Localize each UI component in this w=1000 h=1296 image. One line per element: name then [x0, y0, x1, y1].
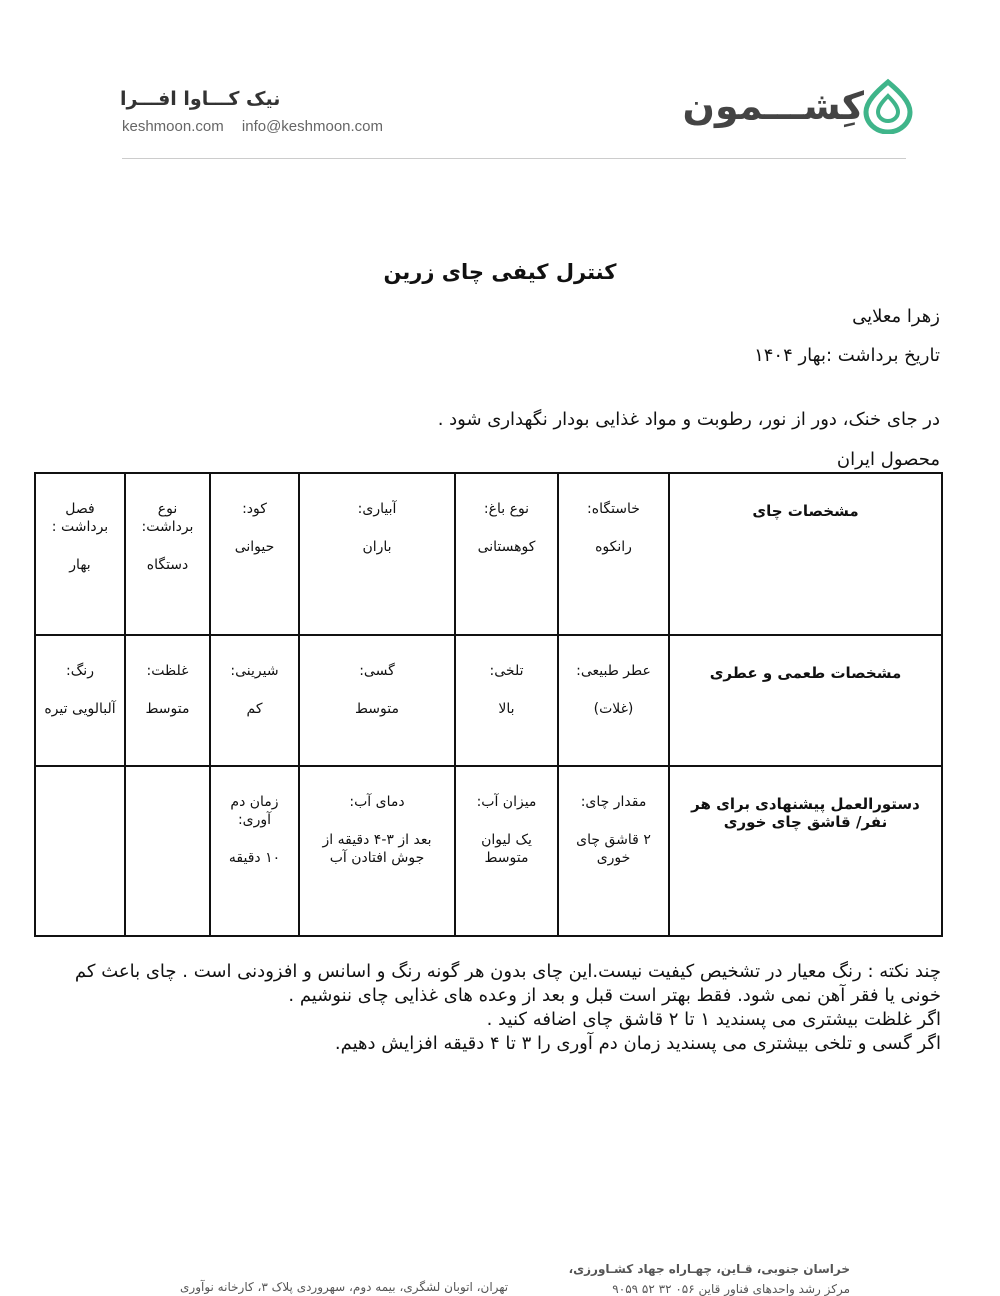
website-link[interactable]: keshmoon.com	[122, 118, 224, 135]
table-cell: آبیاری: باران	[299, 473, 455, 635]
table-cell: نوع برداشت: دستگاه	[125, 473, 210, 635]
table-row-tea-specs	[35, 473, 942, 635]
contact-info	[122, 118, 397, 135]
origin-label: محصول ایران	[836, 449, 940, 470]
table-row-flavor	[35, 635, 942, 766]
footer-address-2: مرکز رشد واحدهای فناور قاین ۰۵۶ ۳۲ ۵۲ ۹۰۵۹	[612, 1282, 850, 1296]
footer-phone: ۰۵۶ ۳۲ ۵۲ ۹۰۵۹	[612, 1282, 695, 1296]
header-divider	[122, 158, 906, 159]
keshmoon-logo-icon	[860, 78, 916, 134]
table-cell: عطر طبیعی: (غلات)	[558, 635, 669, 766]
table-cell: رنگ: آلبالویی تیره	[35, 635, 125, 766]
table-cell: نوع باغ: کوهستانی	[455, 473, 558, 635]
table-cell	[35, 766, 125, 936]
footer-address: خراسان جنوبی، قـاین، چهـاراه جهاد کشـاورزی،	[568, 1262, 850, 1276]
table-cell: تلخی: بالا	[455, 635, 558, 766]
table-cell: شیرینی: کم	[210, 635, 299, 766]
table-cell: فصل برداشت : بهار	[35, 473, 125, 635]
brand-name: کِشـــمون	[682, 84, 864, 128]
harvest-date: تاریخ برداشت :بهار ۱۴۰۴	[754, 345, 940, 366]
row-header: مشخصات چای	[669, 473, 942, 635]
document-title: کنترل کیفی چای زرین	[383, 260, 617, 284]
author-name: زهرا معلایی	[852, 306, 940, 327]
table-cell: میزان آب: یک لیوان متوسط	[455, 766, 558, 936]
note-paragraph: اگر غلظت بیشتری می پسندید ۱ تا ۲ قاشق چای اضافه کنید .	[486, 1009, 941, 1030]
storage-instruction: در جای خنک، دور از نور، رطوبت و مواد غذایی بودار نگهداری شود .	[437, 409, 940, 430]
tea-spec-table	[34, 472, 943, 937]
table-cell: دمای آب: بعد از ۳-۴ دقیقه از جوش افتادن آب	[299, 766, 455, 936]
note-paragraph: چند نکته : رنگ معیار در تشخیص کیفیت نیست.این چای بدون هر گونه رنگ و اسانس و افزودنی است . چای باعث کم خونی یا فقر آهن نمی شود. فقط بهتر است قبل و بعد از وعده های غذایی چای ننوشیم .	[74, 961, 941, 1006]
table-cell	[125, 766, 210, 936]
company-name: نیک کـــاوا افـــرا	[120, 88, 281, 110]
footer-tehran-address: تهران، اتوبان لشگری، بیمه دوم، سهروردی پلاک ۳، کارخانه نوآوری	[180, 1280, 509, 1294]
table-cell: خاستگاه: رانکوه	[558, 473, 669, 635]
table-cell: مقدار چای: ۲ قاشق چای خوری	[558, 766, 669, 936]
table-cell: زمان دم آوری: ۱۰ دقیقه	[210, 766, 299, 936]
note-paragraph: اگر گسی و تلخی بیشتری می پسندید زمان دم آوری را ۳ تا ۴ دقیقه افزایش دهیم.	[334, 1033, 941, 1054]
row-header: دستورالعمل پیشنهادی برای هر نفر/ قاشق چای خوری	[669, 766, 942, 936]
table-cell: کود: حیوانی	[210, 473, 299, 635]
table-row-brewing	[35, 766, 942, 936]
notes-section	[60, 960, 941, 1056]
table-cell: گسی: متوسط	[299, 635, 455, 766]
row-header: مشخصات طعمی و عطری	[669, 635, 942, 766]
table-cell: غلظت: متوسط	[125, 635, 210, 766]
email-link[interactable]: info@keshmoon.com	[241, 118, 384, 135]
